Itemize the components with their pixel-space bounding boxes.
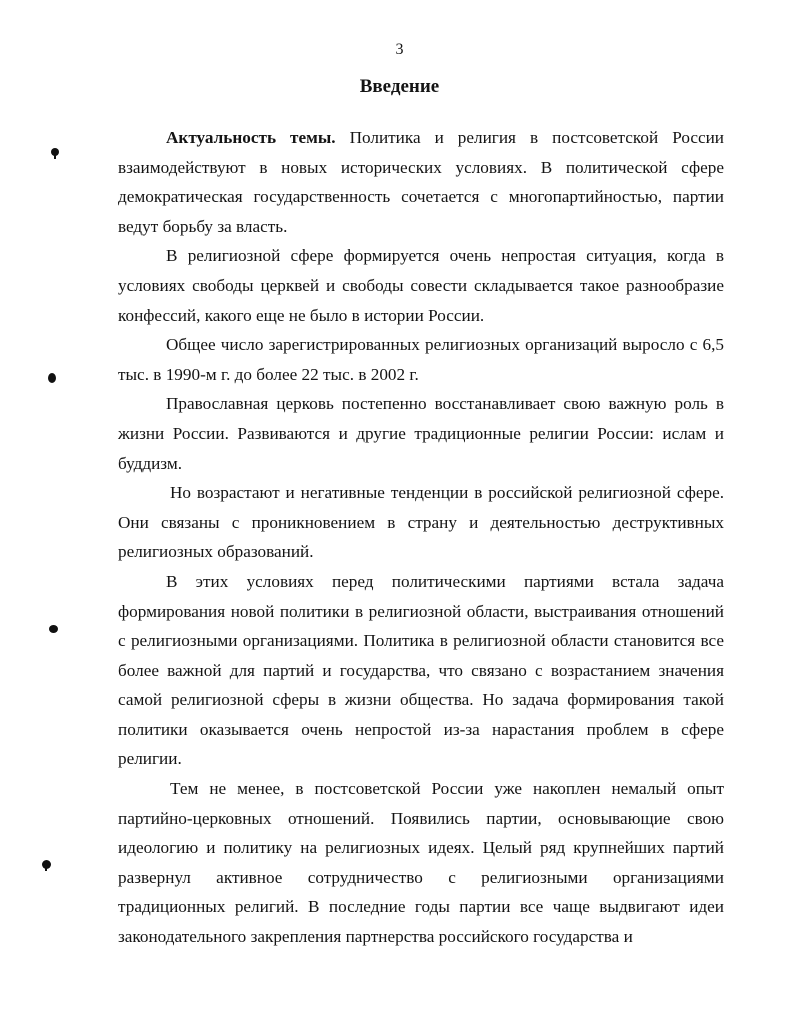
body-text bbox=[118, 123, 724, 952]
paragraph-text: Политика и религия в постсоветской России взаимодействуют в новых исторических условиях. В политической сфере демократическая государственность сочетается с многопартийностью, партии ведут борьбу за власть. bbox=[118, 128, 725, 236]
paragraph: Православная церковь постепенно восстанавливает свою важную роль в жизни России. Развиваются и другие традиционные религии России: ислам и буддизм. bbox=[118, 394, 724, 473]
margin-mark bbox=[42, 860, 51, 869]
paragraph: Тем не менее, в постсоветской России уже накоплен немалый опыт партийно-церковных отношений. Появились партии, основывающие свою идеологию и политику на религиозных идеях. Целый ряд крупнейших партий развернул активное сотрудничество с религиозными организациями традиционных религий. В последние годы партии все чаще выдвигают идеи законодательного закрепления партнерства российского государства и bbox=[118, 779, 724, 947]
margin-mark bbox=[48, 373, 56, 383]
page-title: Введение bbox=[359, 76, 440, 97]
margin-mark bbox=[49, 625, 58, 633]
paragraph: Но возрастают и негативные тенденции в российской религиозной сфере. Они связаны с проникновением в страну и деятельностью деструктивных религиозных образований. bbox=[118, 483, 724, 562]
paragraph-relevance bbox=[118, 123, 724, 241]
margin-mark bbox=[51, 148, 59, 156]
page-number: 3 bbox=[395, 41, 404, 58]
paragraph: В этих условиях перед политическими партиями встала задача формирования новой политики в религиозной области, выстраивания отношений с религиозными организациями. Политика в религиозной области становится все более важной для партий и государства, что связано с возрастанием значения самой религиозной сферы в жизни общества. Но задача формирования такой политики оказывается очень непростой из-за нарастания проблем в сфере религии. bbox=[118, 571, 724, 769]
paragraph: В религиозной сфере формируется очень непростая ситуация, когда в условиях свободы церквей и свободы совести складывается такое разнообразие конфессий, какого еще не было в истории России. bbox=[118, 246, 724, 325]
section-lead-term: Актуальность темы. bbox=[166, 128, 336, 147]
paragraph: Общее число зарегистрированных религиозных организаций выросло с 6,5 тыс. в 1990-м г. до более 22 тыс. в 2002 г. bbox=[118, 335, 724, 384]
